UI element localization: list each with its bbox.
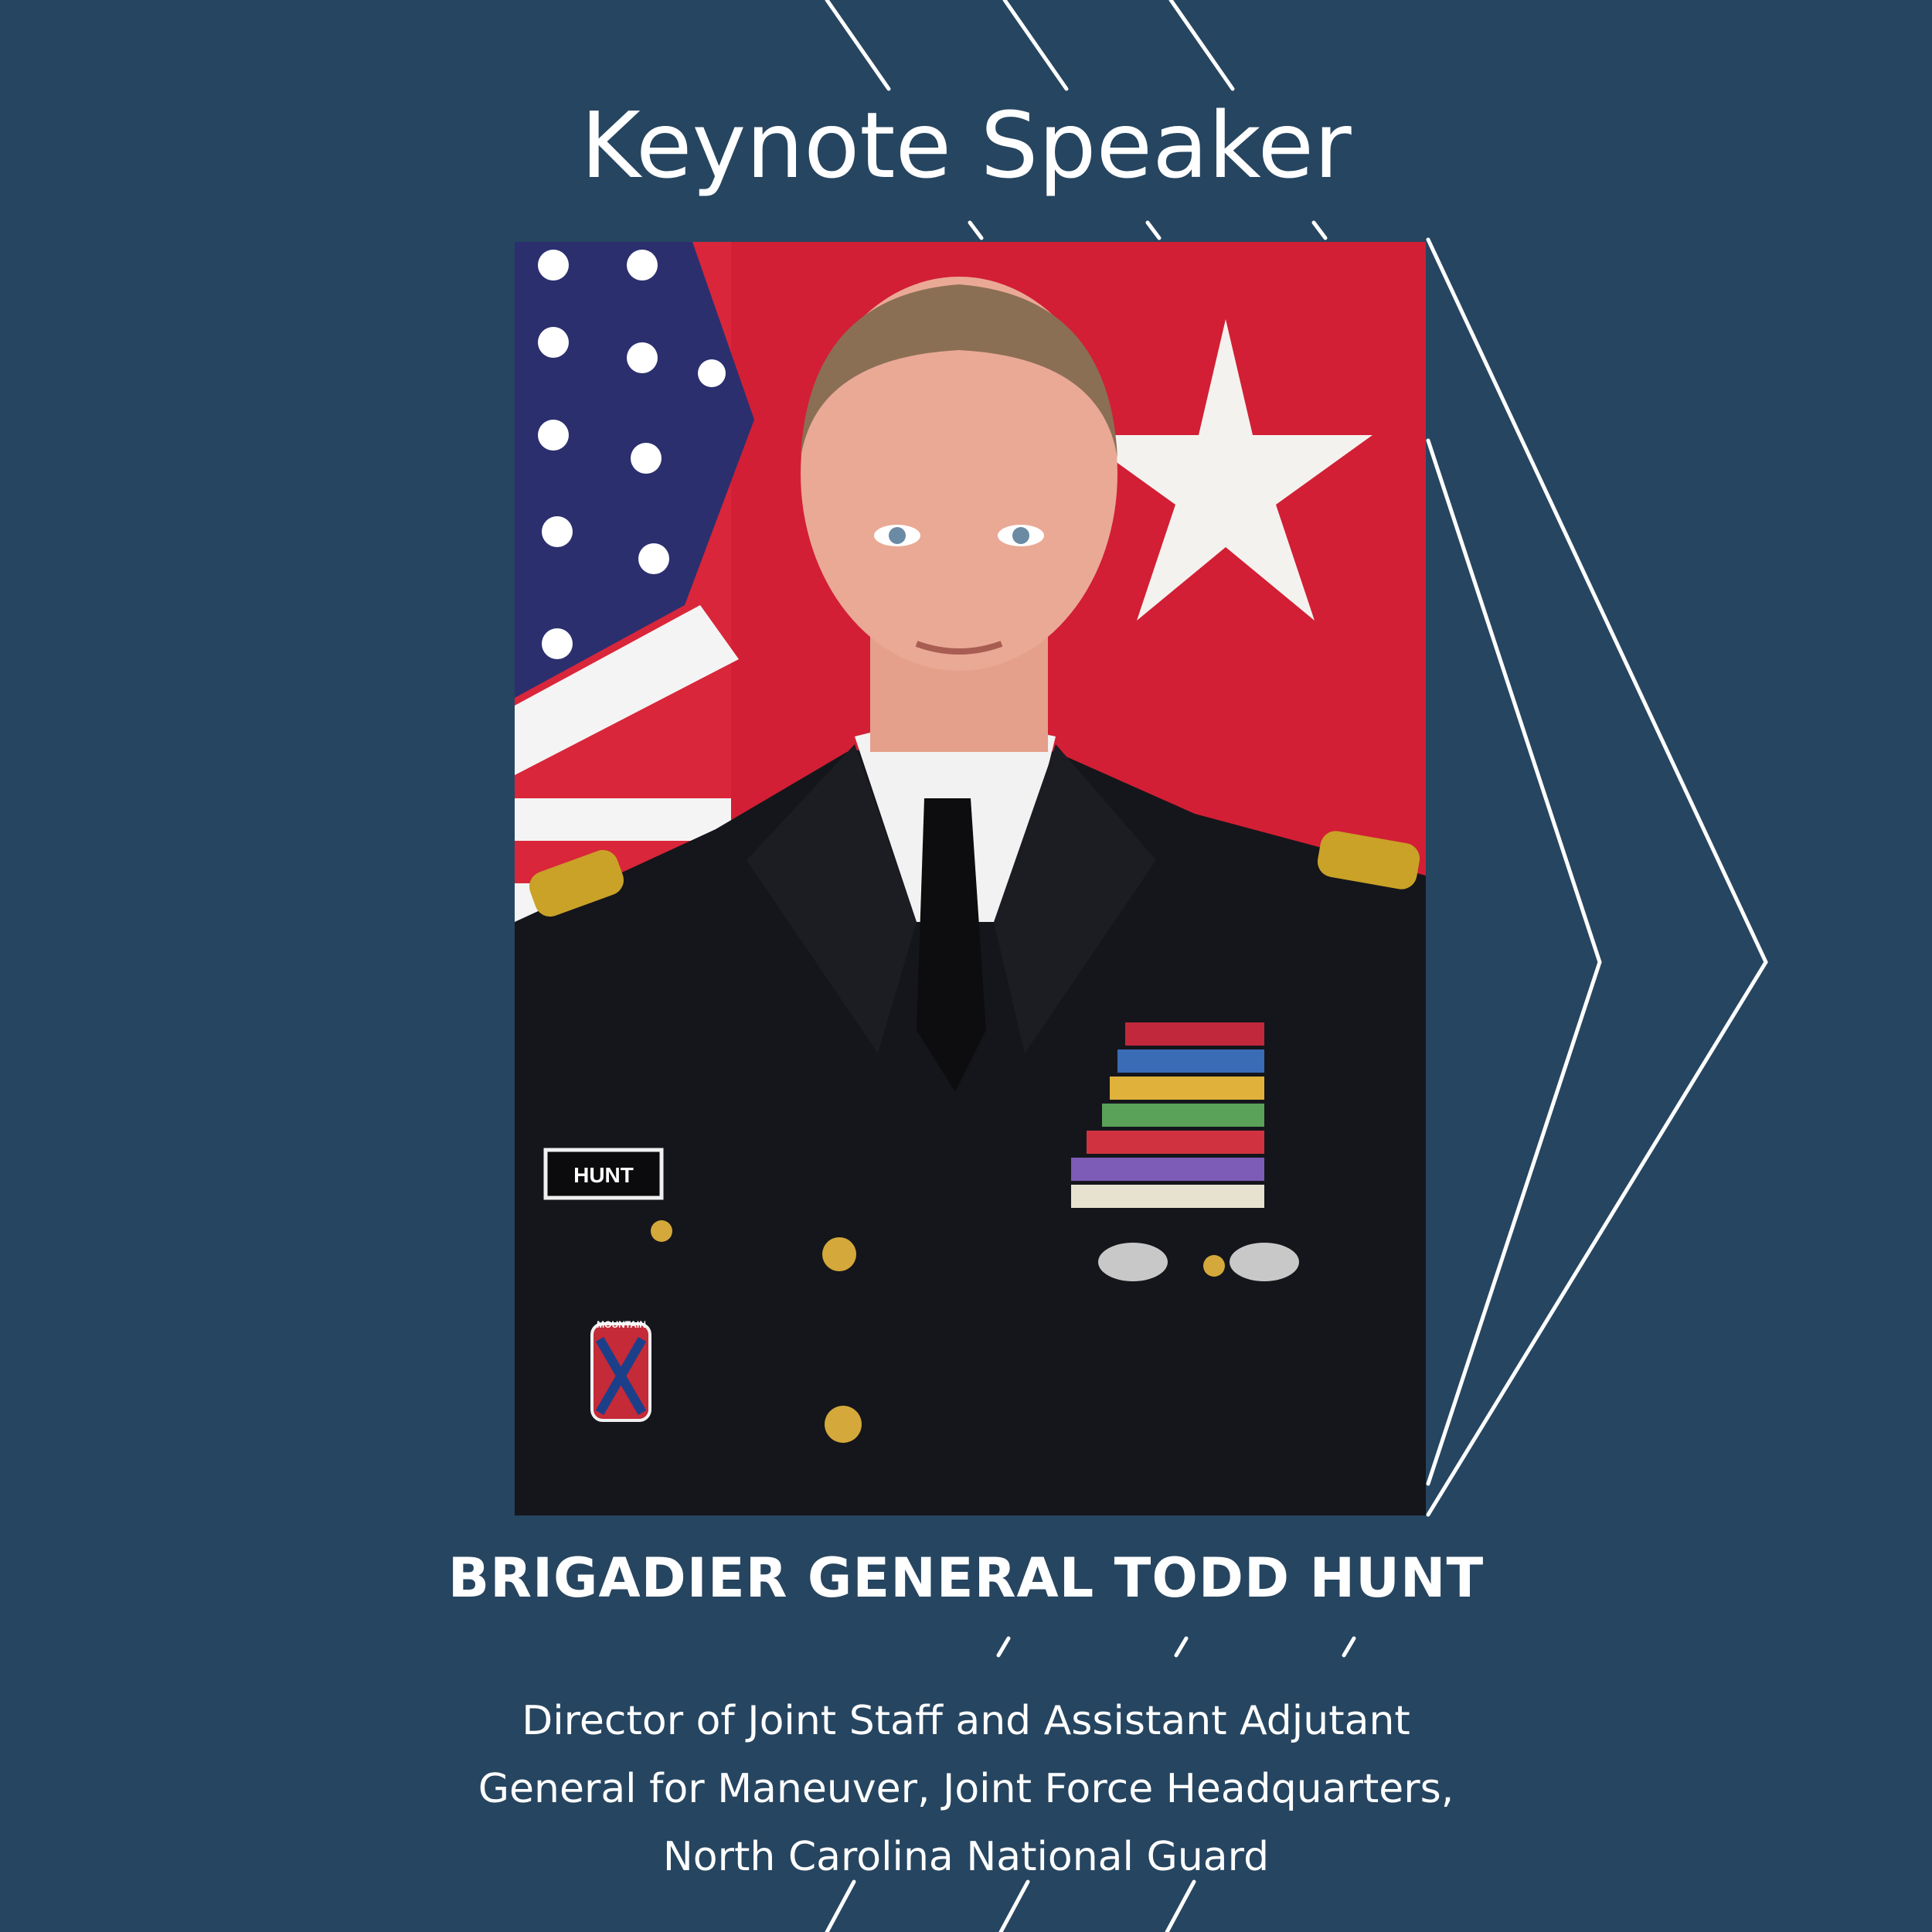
speaker-portrait — [515, 242, 1426, 1515]
speaker-title-line: North Carolina National Guard — [662, 1834, 1270, 1880]
page-title: Keynote Speaker — [580, 92, 1352, 199]
speaker-name: BRIGADIER GENERAL TODD HUNT — [447, 1546, 1485, 1610]
speaker-title — [0, 1687, 1932, 1891]
speaker-title-line: General for Maneuver, Joint Force Headquarters, — [478, 1766, 1454, 1812]
unit-patch-text: MOUNTAIN — [597, 1319, 646, 1330]
name-tape-text: HUNT — [573, 1163, 634, 1187]
speaker-title-line: Director of Joint Staff and Assistant Adjutant — [522, 1698, 1410, 1744]
